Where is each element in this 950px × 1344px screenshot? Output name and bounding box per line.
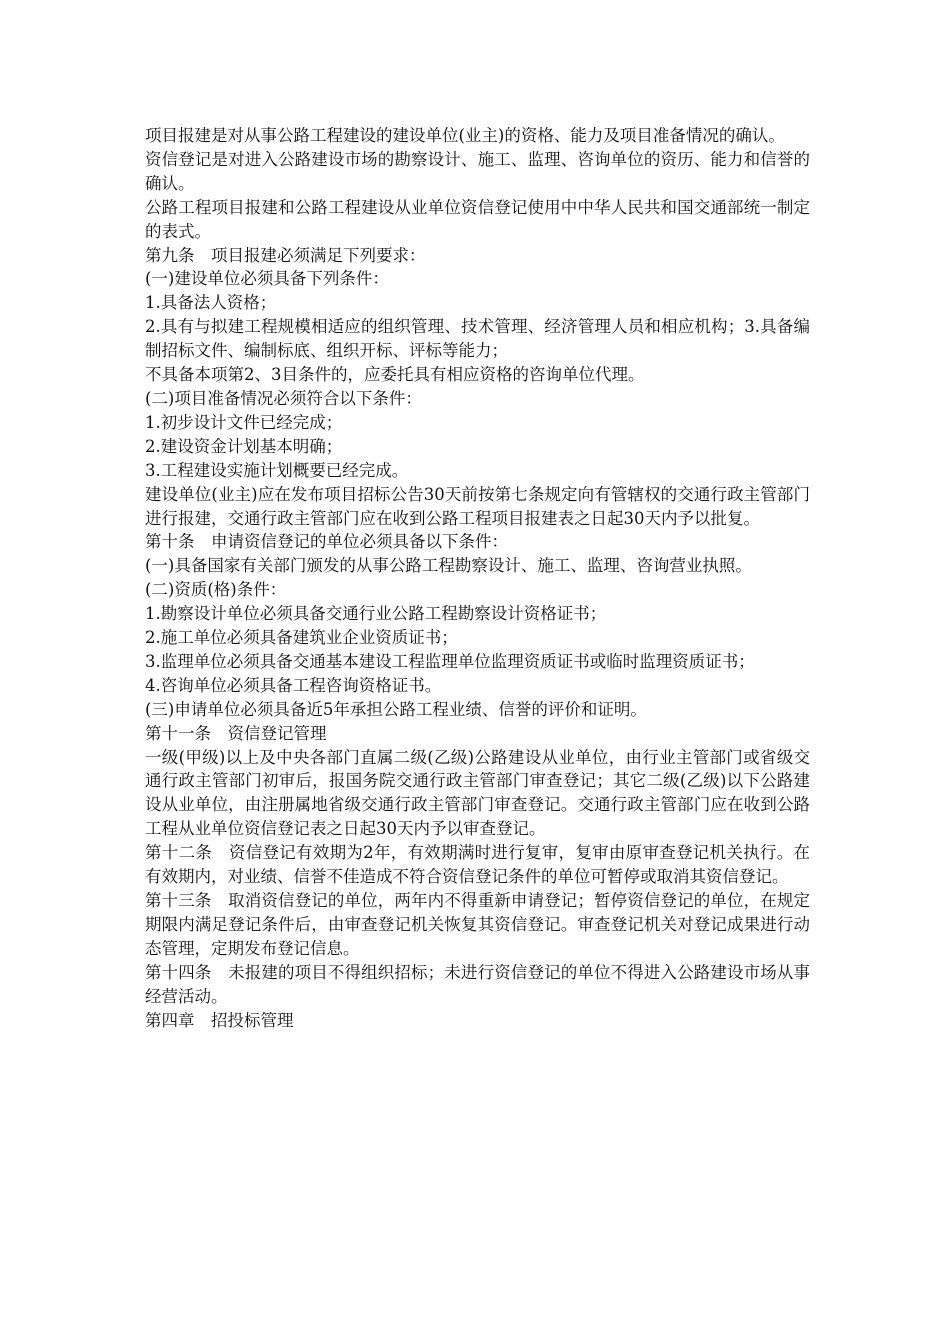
paragraph-2: 资信登记是对进入公路建设市场的勘察设计、施工、监理、咨询单位的资历、能力和信誉的确认。: [145, 149, 810, 193]
article-14: 第十四条 未报建的项目不得组织招标；未进行资信登记的单位不得进入公路建设市场从事经营活动。: [145, 962, 810, 1006]
paragraph-21: (三)申请单位必须具备近5年承担公路工程业绩、信誉的评价和证明。: [145, 699, 647, 719]
article-9-heading: 第九条 项目报建必须满足下列要求：: [145, 245, 426, 265]
paragraph-23: 一级(甲级)以上及中央各部门直属二级(乙级)公路建设从业单位，由行业主管部门或省级交通行政主管部门初审后，报国务院交通行政主管部门审查登记；其它二级(乙级)以下公路建设从业单位，由注册属地省级交通行政主管部门审查登记。交通行政主管部门应在收到公路工程从业单位资信登记表之日起30天内予以审查登记。: [145, 747, 810, 839]
paragraph-3: 公路工程项目报建和公路工程建设从业单位资信登记使用中中华人民共和国交通部统一制定的表式。: [145, 197, 810, 241]
paragraph-15: (一)具备国家有关部门颁发的从事公路工程勘察设计、施工、监理、咨询营业执照。: [145, 556, 752, 576]
paragraph-10: 1.初步设计文件已经完成；: [145, 412, 343, 432]
paragraph-8: 不具备本项第2、3目条件的，应委托具有相应资格的咨询单位代理。: [145, 365, 645, 385]
paragraph-17: 1.勘察设计单位必须具备交通行业公路工程勘察设计资格证书；: [145, 604, 607, 624]
paragraph-12: 3.工程建设实施计划概要已经完成。: [145, 460, 409, 480]
paragraph-6: 1.具备法人资格；: [145, 293, 277, 313]
paragraph-11: 2.建设资金计划基本明确；: [145, 436, 343, 456]
paragraph-20: 4.咨询单位必须具备工程咨询资格证书。: [145, 675, 442, 695]
paragraph-1: 项目报建是对从事公路工程建设的建设单位(业主)的资格、能力及项目准备情况的确认。: [145, 126, 785, 145]
article-10-heading: 第十条 申请资信登记的单位必须具备以下条件：: [145, 532, 508, 552]
paragraph-5: (一)建设单位必须具备下列条件：: [145, 269, 389, 289]
article-11-heading: 第十一条 资信登记管理: [145, 723, 327, 743]
paragraph-16: (二)资质(格)条件：: [145, 580, 287, 600]
paragraph-18: 2.施工单位必须具备建筑业企业资质证书；: [145, 628, 458, 648]
paragraph-19: 3.监理单位必须具备交通基本建设工程监理单位监理资质证书或临时监理资质证书；: [145, 651, 755, 671]
article-13: 第十三条 取消资信登记的单位，两年内不得重新申请登记；暂停资信登记的单位，在规定期限内满足登记条件后，由审查登记机关恢复其资信登记。审查登记机关对登记成果进行动态管理，定期发布登记信息。: [145, 891, 810, 958]
document-page: [145, 124, 810, 1032]
paragraph-7: 2.具有与拟建工程规模相适应的组织管理、技术管理、经济管理人员和相应机构；3.具备编制招标文件、编制标底、组织开标、评标等能力；: [145, 317, 810, 361]
paragraph-13: 建设单位(业主)应在发布项目招标公告30天前按第七条规定向有管辖权的交通行政主管部门进行报建，交通行政主管部门应在收到公路工程项目报建表之日起30天内予以批复。: [145, 484, 810, 528]
article-12: 第十二条 资信登记有效期为2年，有效期满时进行复审，复审由原审查登记机关执行。在有效期内，对业绩、信誉不佳造成不符合资信登记条件的单位可暂停或取消其资信登记。: [145, 843, 810, 887]
paragraph-9: (二)项目准备情况必须符合以下条件：: [145, 388, 422, 408]
chapter-4-heading: 第四章 招投标管理: [145, 1010, 294, 1030]
